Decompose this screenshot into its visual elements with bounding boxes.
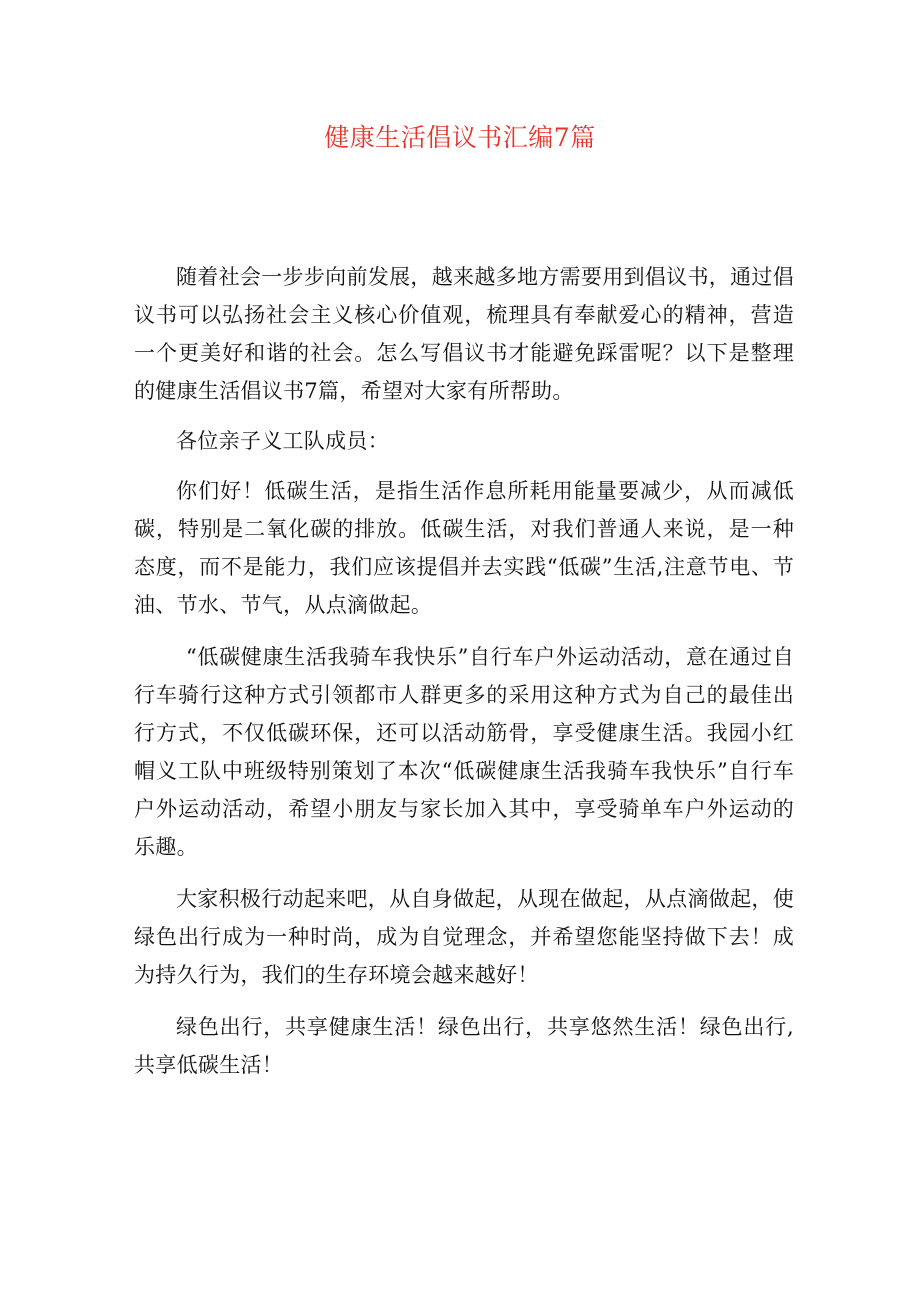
document-body — [134, 258, 794, 1084]
intro-paragraph: 随着社会一步步向前发展，越来越多地方需要用到倡议书，通过倡议书可以弘扬社会主义核心价值观，梳理具有奉献爱心的精神，营造一个更美好和谐的社会。怎么写倡议书才能避免踩雷呢？以下是整理的健康生活倡议书7篇，希望对大家有所帮助。 — [134, 265, 794, 403]
closing-slogan: 绿色出行，共享健康生活！绿色出行，共享悠然生活！绿色出行,共享低碳生活！ — [134, 1015, 794, 1077]
document-title: 健康生活倡议书汇编7篇 — [324, 123, 596, 152]
salutation: 各位亲子义工队成员： — [176, 429, 389, 453]
body-paragraph-activity: “低碳健康生活我骑车我快乐”自行车户外运动活动，意在通过自行车骑行这种方式引领都市人群更多的采用这种方式为自己的最佳出行方式，不仅低碳环保，还可以活动筋骨，享受健康生活。我园小红帽义工队中班级特别策划了本次“低碳健康生活我骑车我快乐”自行车户外运动活动，希望小朋友与家长加入其中，享受骑单车户外运动的乐趣。 — [134, 645, 794, 859]
body-paragraph-greeting: 你们好！低碳生活，是指生活作息所耗用能量要减少，从而减低碳，特别是二氧化碳的排放。低碳生活，对我们普通人来说，是一种态度，而不是能力，我们应该提倡并去实践“低碳”生活,注意节电、节油、节水、节气，从点滴做起。 — [134, 479, 794, 617]
body-paragraph-call-to-action: 大家积极行动起来吧，从自身做起，从现在做起，从点滴做起，使绿色出行成为一种时尚，成为自觉理念，并希望您能坚持做下去！成为持久行为，我们的生存环境会越来越好！ — [134, 887, 794, 987]
